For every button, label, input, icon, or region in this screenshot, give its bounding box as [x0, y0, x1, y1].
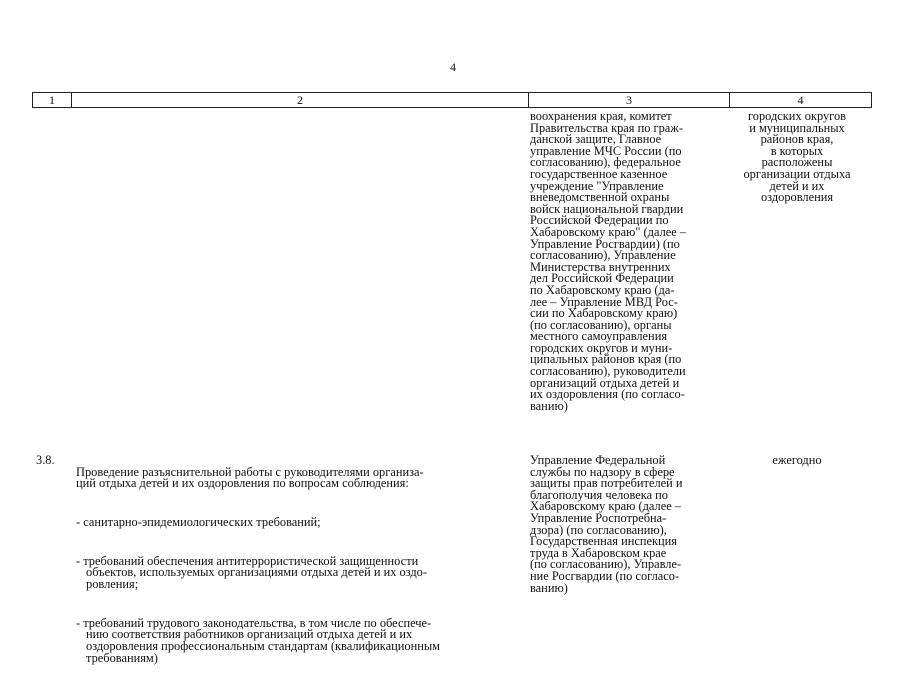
continued-term-cell: городских округов и муниципальных районов края, в которых расположены организации отдыха детей и их оздоровления — [743, 109, 851, 205]
column-header-1: 1 — [49, 93, 55, 107]
measure-bullet: - требований трудового законодательства, в том числе по обеспече- нию соответствия работников организаций отдыха детей и их оздоровления профессиональным стандартам (квалификационным требованиям) — [76, 615, 441, 665]
term-cell: ежегодно — [772, 453, 822, 467]
measure-cell — [76, 455, 524, 676]
column-header-2: 2 — [297, 93, 303, 107]
table-header-row — [32, 92, 872, 108]
page-number: 4 — [450, 60, 456, 74]
column-header-3: 3 — [626, 93, 632, 107]
responsible-cell: Управление Федеральной службы по надзору в сфере защиты прав потребителей и благополучия человека по Хабаровскому краю (далее – Управление Роспотребна- дзора) (по согласованию), Государственная инспекция труда в Хабаровском крае (по согласованию), Управле- ние Росгвардии (по согласо- ванию) — [530, 453, 683, 595]
continued-responsible-cell: воохранения края, комитет Правительства края по граж- данской защите, Главное управление МЧС России (по согласованию), федеральное государственное казенное учреждение "Управление вневедомственной охраны войск национальной гвардии Российской Федерации по Хабаровскому краю" (далее – Управление Росгвардии) (по согласованию), Управление Министерства внутренних дел Российской Федерации по Хабаровскому краю (да- лее – Управление МВД Рос- сии по Хабаровскому краю) (по согласованию), органы местного самоуправления городских округов и муни- ципальных районов края (по согласованию), руководители организаций отдыха детей и их оздоровления (по согласо- ванию) — [530, 109, 687, 413]
measure-intro: Проведение разъяснительной работы с руководителями организа- ций отдыха детей и их оздоровления по вопросам соблюдения: — [76, 464, 424, 491]
measure-bullet: - санитарно-эпидемиологических требований; — [76, 514, 321, 529]
column-header-4: 4 — [797, 93, 804, 107]
row-number: 3.8. — [36, 453, 55, 467]
measure-bullet: - требований обеспечения антитеррористической защищенности объектов, используемых организациями отдыха детей и их оздо- ровления; — [76, 553, 427, 591]
